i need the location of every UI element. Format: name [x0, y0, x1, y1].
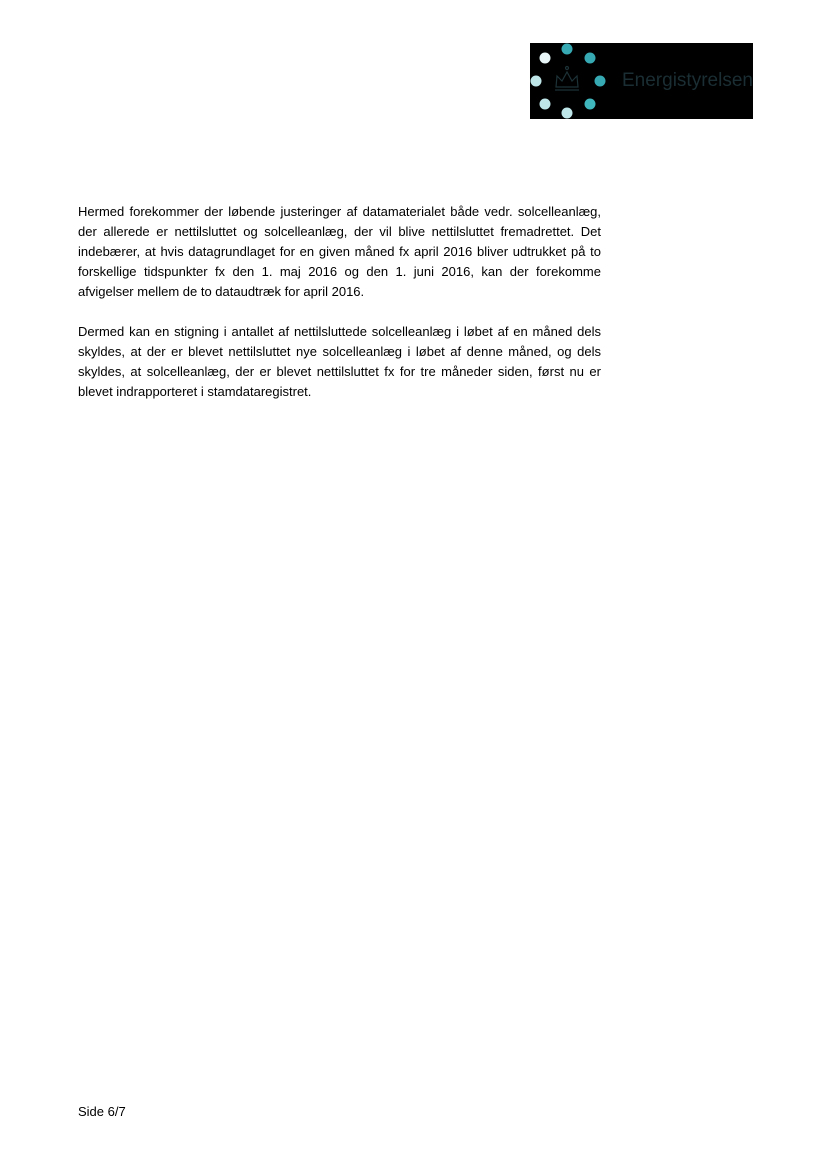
logo-dot-top [562, 44, 573, 55]
page-number: Side 6/7 [78, 1104, 126, 1119]
logo-dot-top-right [585, 53, 596, 64]
paragraph-1: Hermed forekommer der løbende justeringer af datamaterialet både vedr. solcelleanlæg, der allerede er nettilsluttet og solcelleanlæg, der vil blive nettilsluttet fremadrettet. Det indebærer, at hvis datagrundlaget for en given måned fx april 2016 bliver udtrukket på to forskellige tidspunkter fx den 1. maj 2016 og den 1. juni 2016, kan der forekomme afvigelser mellem de to dataudtræk for april 2016. [78, 204, 601, 299]
logo-dot-bottom [562, 108, 573, 119]
logo-dot-bottom-right [585, 99, 596, 110]
body-text [78, 202, 601, 422]
logo-emblem [530, 43, 610, 119]
logo-dot-top-left [540, 53, 551, 64]
crown-icon [555, 67, 579, 91]
logo-wordmark: Energistyrelsen [622, 70, 753, 91]
energistyrelsen-logo [530, 43, 753, 119]
paragraph-2: Dermed kan en stigning i antallet af nettilsluttede solcelleanlæg i løbet af en måned dels skyldes, at der er blevet nettilsluttet nye solcelleanlæg i løbet af denne måned, og dels skyldes, at solcelleanlæg, der er blevet nettilsluttet fx for tre måneder siden, først nu er blevet indrapporteret i stamdataregistret. [78, 324, 601, 399]
logo-dot-bottom-left [540, 99, 551, 110]
logo-dot-right [595, 76, 606, 87]
logo-dot-left [531, 76, 542, 87]
